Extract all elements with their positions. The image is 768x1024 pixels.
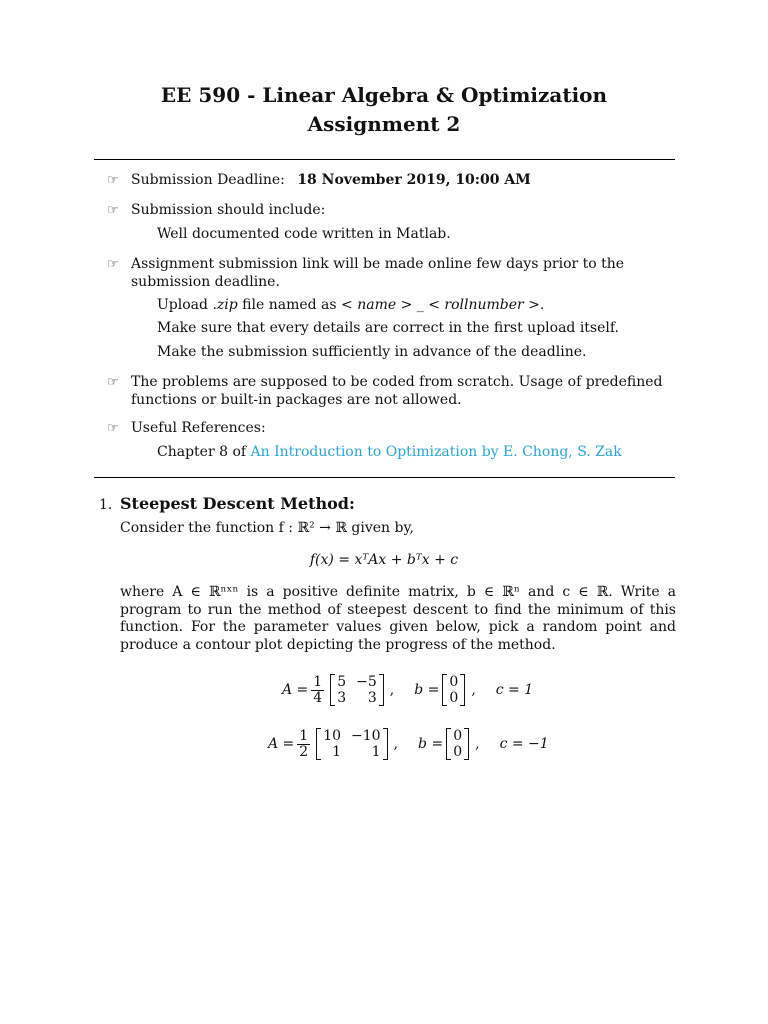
reference-link[interactable]: An Introduction to Optimization by E. Chong, S. Zak [250,444,622,460]
matrix-a-label: A = [268,736,295,752]
constant-c: c = −1 [499,736,549,752]
include-detail: Well documented code written in Matlab. [157,226,451,242]
parameter-set-2 [268,728,549,760]
references-label: Useful References: [131,420,266,436]
separator: , [471,682,476,698]
deadline-value: 18 November 2019, 10:00 AM [297,172,531,188]
bottom-divider [94,477,675,478]
pointing-hand-icon: ☞ [107,257,119,272]
deadline-label: Submission Deadline: [131,172,285,188]
separator: , [393,736,399,752]
parameter-set-1 [282,674,533,706]
include-item [107,202,677,220]
link-notice-item [107,256,677,291]
fraction-numerator: 1 [299,727,309,744]
top-divider [94,159,675,160]
separator: , [389,682,395,698]
deadline-item [107,172,677,190]
vector-b-label: b = [418,736,444,752]
fraction-denominator: 4 [313,689,323,706]
pointing-hand-icon: ☞ [107,173,119,188]
problem-title: Steepest Descent Method: [120,494,355,513]
matrix-cell: 3 [367,690,377,706]
problem-intro: Consider the function f : ℝ² → ℝ given by, [120,520,414,536]
upload-end: . [539,297,545,313]
matrix-cell: 5 [337,674,347,690]
details-note: Make sure that every details are correct in the first upload itself. [157,320,620,336]
matrix-cell: −10 [351,728,381,744]
vector-b [446,728,469,760]
vector-b-label: b = [414,682,440,698]
scratch-note-text: The problems are supposed to be coded from scratch. Usage of predefined functions or built-in packages are not allowed. [131,374,663,408]
matrix-a [330,674,384,706]
right-bracket [379,674,384,706]
matrix-cell: 10 [323,728,342,744]
vector-cell: 0 [453,744,463,760]
upload-mid: file named as [237,297,342,313]
problem-description: where A ∈ ℝⁿˣⁿ is a positive definite matrix, b ∈ ℝⁿ and c ∈ ℝ. Write a program to run the method of steepest descent to find the minimum of this function. For the parameter values given below, pick a random point and produce a contour plot depicting the progress of the method. [120,584,676,653]
vector-cell: 0 [449,674,459,690]
document-title: EE 590 - Linear Algebra & Optimization [160,83,608,107]
matrix-cell: −5 [356,674,377,690]
fraction-numerator: 1 [313,673,323,690]
scalar-fraction [311,675,324,706]
pointing-hand-icon: ☞ [107,421,119,436]
right-bracket [383,728,388,760]
right-bracket [464,728,469,760]
fraction-denominator: 2 [299,743,309,760]
document-subtitle: Assignment 2 [307,112,461,136]
upload-filename-pattern: < name > _ < rollnumber > [341,297,540,313]
matrix-cell: 3 [337,690,347,706]
matrix-a-label: A = [282,682,309,698]
link-notice-text: Assignment submission link will be made online few days prior to the submission deadline. [131,256,625,290]
matrix-a [316,728,387,760]
scratch-note-item [107,374,677,409]
advance-note: Make the submission sufficiently in advance of the deadline. [157,344,587,360]
objective-equation: f(x) = xᵀAx + bᵀx + c [309,552,459,568]
reference-line [157,444,622,462]
upload-instruction [157,297,544,315]
upload-prefix: Upload [157,297,213,313]
scalar-fraction [297,729,310,760]
constant-c: c = 1 [495,682,534,698]
matrix-cell: 1 [332,744,342,760]
matrix-cell: 1 [371,744,381,760]
upload-extension: .zip [212,297,238,313]
include-label: Submission should include: [131,202,326,218]
vector-cell: 0 [449,690,459,706]
vector-cell: 0 [453,728,463,744]
separator: , [475,736,480,752]
reference-prefix: Chapter 8 of [157,444,251,460]
pointing-hand-icon: ☞ [107,203,119,218]
references-item [107,420,677,438]
right-bracket [460,674,465,706]
vector-b [442,674,465,706]
pointing-hand-icon: ☞ [107,375,119,390]
problem-number: 1. [99,497,113,513]
